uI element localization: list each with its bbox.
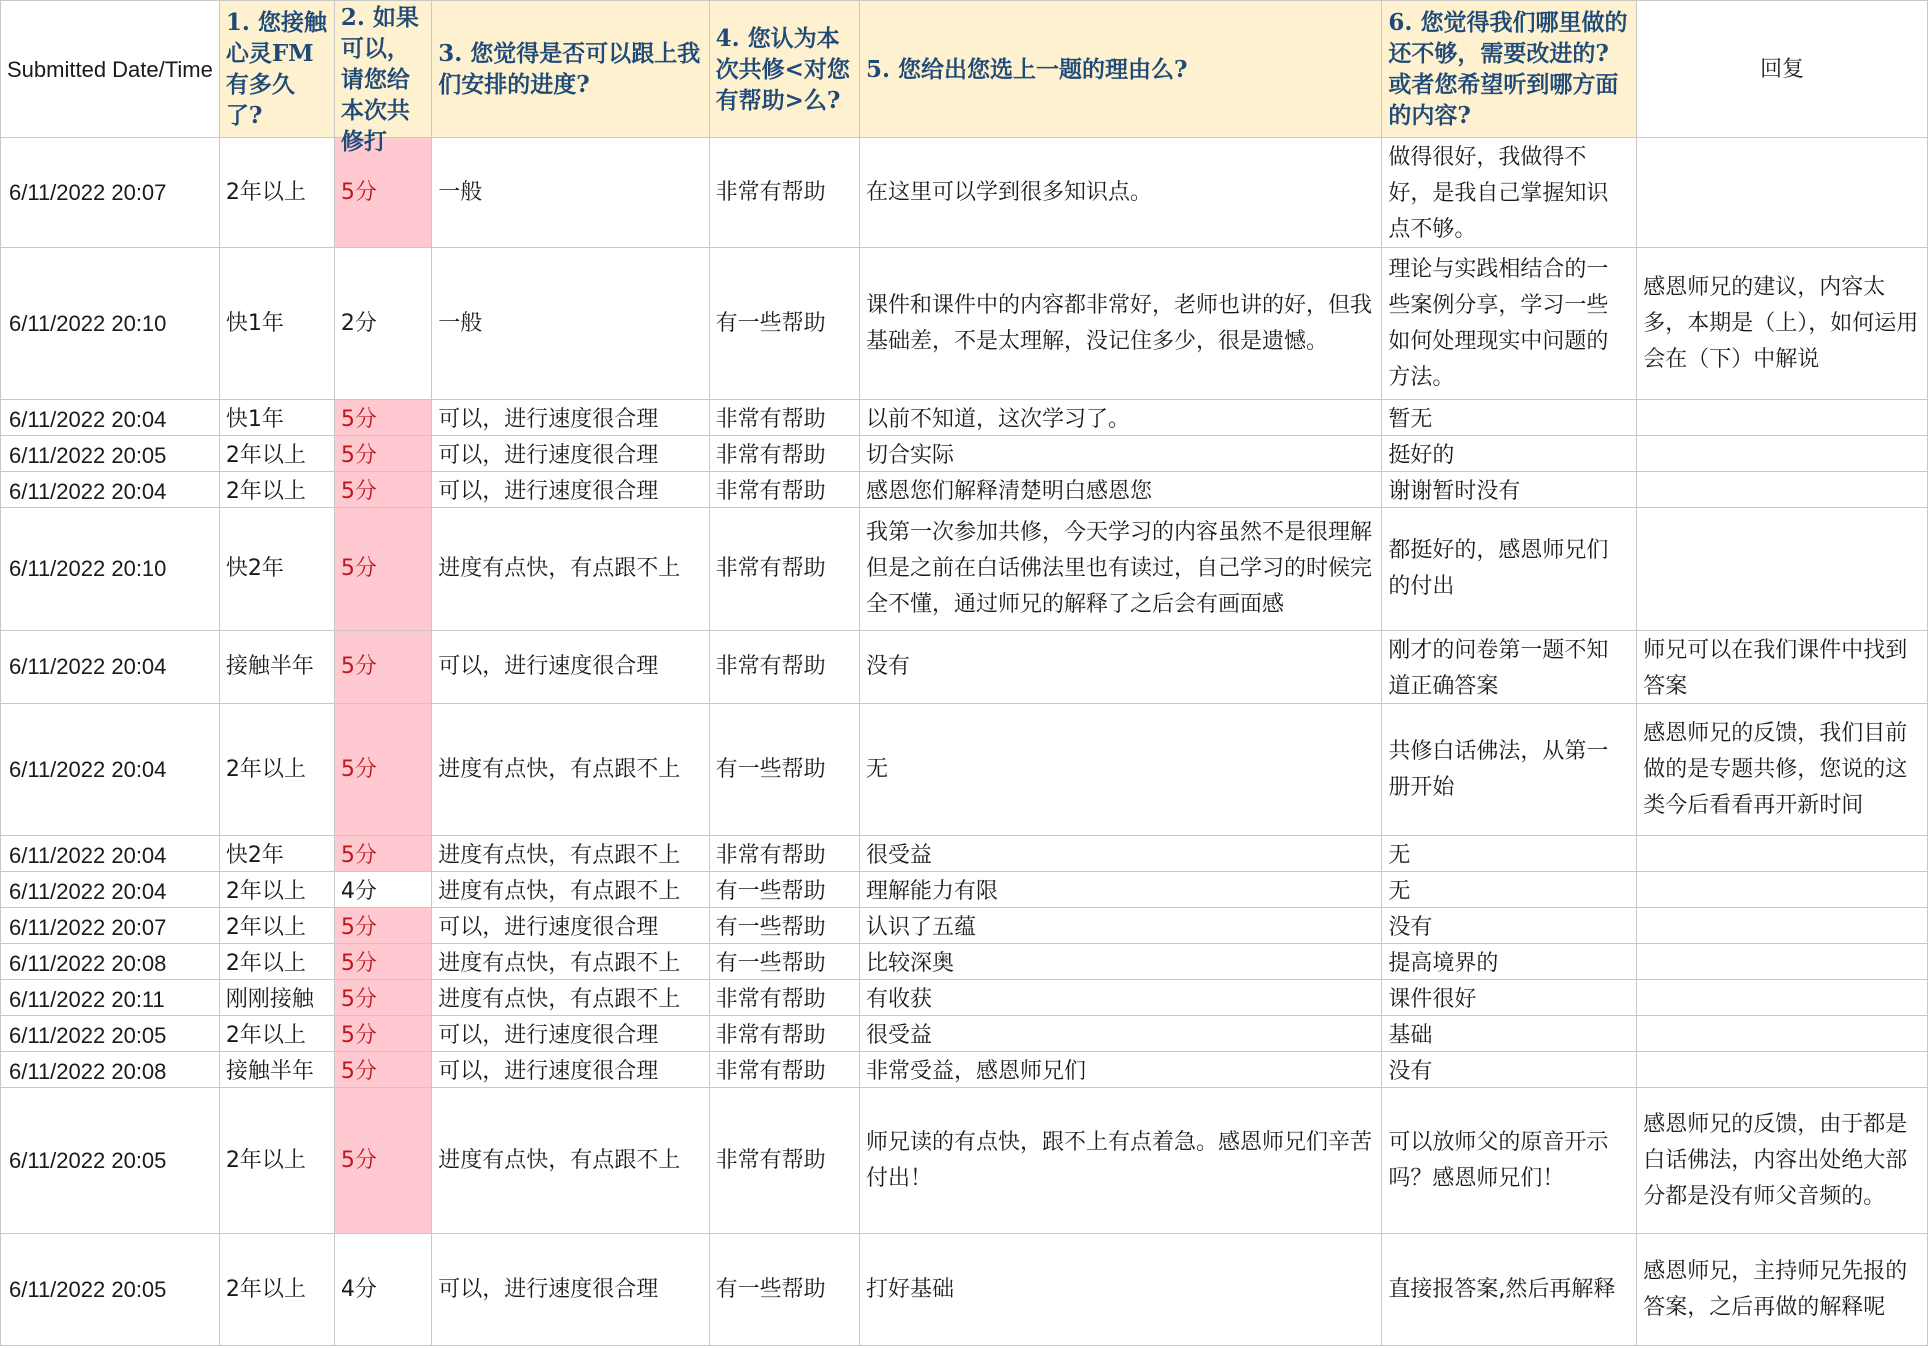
cell-improve[interactable]: 理论与实践相结合的一些案例分享，学习一些如何处理现实中问题的方法。	[1382, 248, 1637, 400]
cell-pace[interactable]: 进度有点快，有点跟不上	[432, 872, 709, 908]
cell-reason[interactable]: 非常受益，感恩师兄们	[859, 1052, 1381, 1088]
cell-score[interactable]: 4分	[334, 1234, 431, 1346]
cell-date[interactable]: 6/11/2022 20:10	[1, 508, 220, 631]
cell-score[interactable]: 2分	[334, 248, 431, 400]
cell-improve[interactable]: 无	[1382, 872, 1637, 908]
cell-duration[interactable]: 2年以上	[219, 1088, 334, 1234]
cell-helpful[interactable]: 非常有帮助	[709, 1016, 859, 1052]
cell-duration[interactable]: 刚刚接触	[219, 980, 334, 1016]
cell-pace[interactable]: 进度有点快，有点跟不上	[432, 1088, 709, 1234]
cell-duration[interactable]: 2年以上	[219, 436, 334, 472]
cell-reason[interactable]: 师兄读的有点快，跟不上有点着急。感恩师兄们辛苦付出！	[859, 1088, 1381, 1234]
cell-reply[interactable]	[1637, 472, 1928, 508]
cell-reason[interactable]: 认识了五蕴	[859, 908, 1381, 944]
col-header-score[interactable]: 2. 如果可以，请您给本次共修打	[334, 1, 431, 138]
cell-date[interactable]: 6/11/2022 20:04	[1, 400, 220, 436]
cell-score[interactable]: 5分	[334, 400, 431, 436]
cell-helpful[interactable]: 非常有帮助	[709, 836, 859, 872]
cell-duration[interactable]: 2年以上	[219, 1234, 334, 1346]
cell-improve[interactable]: 可以放师父的原音开示吗？感恩师兄们！	[1382, 1088, 1637, 1234]
cell-pace[interactable]: 一般	[432, 138, 709, 248]
cell-date[interactable]: 6/11/2022 20:04	[1, 836, 220, 872]
cell-reason[interactable]: 理解能力有限	[859, 872, 1381, 908]
table-row	[1, 472, 1928, 508]
cell-score[interactable]: 5分	[334, 631, 431, 704]
cell-date[interactable]: 6/11/2022 20:07	[1, 908, 220, 944]
cell-helpful[interactable]: 有一些帮助	[709, 1234, 859, 1346]
cell-improve[interactable]: 做得很好，我做得不好，是我自己掌握知识点不够。	[1382, 138, 1637, 248]
cell-reply[interactable]	[1637, 508, 1928, 631]
cell-reason[interactable]: 很受益	[859, 1016, 1381, 1052]
cell-pace[interactable]: 可以，进行速度很合理	[432, 631, 709, 704]
cell-improve[interactable]: 暂无	[1382, 400, 1637, 436]
cell-date[interactable]: 6/11/2022 20:08	[1, 1052, 220, 1088]
cell-helpful[interactable]: 有一些帮助	[709, 872, 859, 908]
cell-duration[interactable]: 接触半年	[219, 631, 334, 704]
cell-reply[interactable]: 感恩师兄的建议，内容太多，本期是（上），如何运用会在（下）中解说	[1637, 248, 1928, 400]
cell-score[interactable]: 5分	[334, 836, 431, 872]
cell-helpful[interactable]: 有一些帮助	[709, 908, 859, 944]
table-row	[1, 436, 1928, 472]
cell-pace[interactable]: 进度有点快，有点跟不上	[432, 704, 709, 836]
table-row	[1, 872, 1928, 908]
cell-pace[interactable]: 进度有点快，有点跟不上	[432, 836, 709, 872]
cell-improve[interactable]: 无	[1382, 836, 1637, 872]
cell-improve[interactable]: 刚才的问卷第一题不知道正确答案	[1382, 631, 1637, 704]
cell-reason[interactable]: 没有	[859, 631, 1381, 704]
col-header-helpful[interactable]: 4. 您认为本次共修<对您有帮助>么?	[709, 1, 859, 138]
cell-helpful[interactable]: 非常有帮助	[709, 436, 859, 472]
cell-pace[interactable]: 进度有点快，有点跟不上	[432, 508, 709, 631]
cell-date[interactable]: 6/11/2022 20:10	[1, 248, 220, 400]
col-header-improve[interactable]: 6. 您觉得我们哪里做的还不够，需要改进的? 或者您希望听到哪方面的内容?	[1382, 1, 1637, 138]
table-row	[1, 908, 1928, 944]
table-row	[1, 138, 1928, 248]
cell-date[interactable]: 6/11/2022 20:04	[1, 472, 220, 508]
cell-duration[interactable]: 2年以上	[219, 704, 334, 836]
table-row	[1, 508, 1928, 631]
col-header-reply[interactable]: 回复	[1637, 1, 1928, 138]
cell-date[interactable]: 6/11/2022 20:05	[1, 436, 220, 472]
cell-reply[interactable]	[1637, 436, 1928, 472]
cell-date[interactable]: 6/11/2022 20:04	[1, 872, 220, 908]
cell-score[interactable]: 5分	[334, 980, 431, 1016]
cell-pace[interactable]: 可以，进行速度很合理	[432, 1234, 709, 1346]
cell-duration[interactable]: 2年以上	[219, 872, 334, 908]
table-row	[1, 704, 1928, 836]
cell-reply[interactable]: 师兄可以在我们课件中找到答案	[1637, 631, 1928, 704]
cell-improve[interactable]: 直接报答案,然后再解释	[1382, 1234, 1637, 1346]
col-header-pace[interactable]: 3. 您觉得是否可以跟上我们安排的进度?	[432, 1, 709, 138]
table-row	[1, 980, 1928, 1016]
table-row	[1, 1052, 1928, 1088]
cell-pace[interactable]: 进度有点快，有点跟不上	[432, 944, 709, 980]
cell-duration[interactable]: 快1年	[219, 248, 334, 400]
cell-improve[interactable]: 挺好的	[1382, 436, 1637, 472]
cell-score[interactable]: 5分	[334, 472, 431, 508]
cell-improve[interactable]: 提高境界的	[1382, 944, 1637, 980]
cell-helpful[interactable]: 非常有帮助	[709, 1088, 859, 1234]
cell-reply[interactable]	[1637, 1052, 1928, 1088]
cell-reply[interactable]: 感恩师兄的反馈，我们目前做的是专题共修，您说的这类今后看看再开新时间	[1637, 704, 1928, 836]
cell-helpful[interactable]: 有一些帮助	[709, 704, 859, 836]
cell-helpful[interactable]: 非常有帮助	[709, 631, 859, 704]
cell-date[interactable]: 6/11/2022 20:11	[1, 980, 220, 1016]
cell-improve[interactable]: 没有	[1382, 908, 1637, 944]
table-row	[1, 1016, 1928, 1052]
cell-duration[interactable]: 2年以上	[219, 472, 334, 508]
cell-score[interactable]: 5分	[334, 508, 431, 631]
cell-score[interactable]: 5分	[334, 908, 431, 944]
cell-reason[interactable]: 感恩您们解释清楚明白感恩您	[859, 472, 1381, 508]
cell-date[interactable]: 6/11/2022 20:05	[1, 1234, 220, 1346]
cell-reply[interactable]	[1637, 836, 1928, 872]
col-header-date[interactable]: Submitted Date/Time	[1, 1, 220, 138]
cell-improve[interactable]: 谢谢暂时没有	[1382, 472, 1637, 508]
table-row	[1, 1234, 1928, 1346]
cell-date[interactable]: 6/11/2022 20:04	[1, 704, 220, 836]
cell-helpful[interactable]: 有一些帮助	[709, 944, 859, 980]
cell-helpful[interactable]: 非常有帮助	[709, 472, 859, 508]
cell-helpful[interactable]: 非常有帮助	[709, 1052, 859, 1088]
cell-pace[interactable]: 可以，进行速度很合理	[432, 472, 709, 508]
cell-pace[interactable]: 可以，进行速度很合理	[432, 908, 709, 944]
cell-reason[interactable]: 课件和课件中的内容都非常好，老师也讲的好，但我基础差，不是太理解，没记住多少，很是遗憾。	[859, 248, 1381, 400]
table-row	[1, 631, 1928, 704]
cell-score[interactable]: 4分	[334, 872, 431, 908]
cell-reason[interactable]: 我第一次参加共修，今天学习的内容虽然不是很理解但是之前在白话佛法里也有读过，自己学习的时候完全不懂，通过师兄的解释了之后会有画面感	[859, 508, 1381, 631]
table-row	[1, 944, 1928, 980]
cell-duration[interactable]: 2年以上	[219, 1016, 334, 1052]
cell-reason[interactable]: 无	[859, 704, 1381, 836]
cell-reply[interactable]	[1637, 400, 1928, 436]
cell-reason[interactable]: 以前不知道，这次学习了。	[859, 400, 1381, 436]
cell-helpful[interactable]: 非常有帮助	[709, 980, 859, 1016]
header-row	[1, 1, 1928, 138]
cell-reason[interactable]: 很受益	[859, 836, 1381, 872]
cell-reason[interactable]: 在这里可以学到很多知识点。	[859, 138, 1381, 248]
cell-reply[interactable]	[1637, 980, 1928, 1016]
cell-date[interactable]: 6/11/2022 20:08	[1, 944, 220, 980]
cell-duration[interactable]: 接触半年	[219, 1052, 334, 1088]
cell-score[interactable]: 5分	[334, 138, 431, 248]
col-header-duration[interactable]: 1. 您接触心灵FM有多久了?	[219, 1, 334, 138]
cell-pace[interactable]: 可以，进行速度很合理	[432, 1016, 709, 1052]
cell-reply[interactable]	[1637, 908, 1928, 944]
cell-score[interactable]: 5分	[334, 436, 431, 472]
cell-improve[interactable]: 共修白话佛法，从第一册开始	[1382, 704, 1637, 836]
cell-reason[interactable]: 有收获	[859, 980, 1381, 1016]
col-header-reason[interactable]: 5. 您给出您选上一题的理由么?	[859, 1, 1381, 138]
cell-reply[interactable]	[1637, 872, 1928, 908]
cell-duration[interactable]: 2年以上	[219, 944, 334, 980]
cell-reply[interactable]	[1637, 1016, 1928, 1052]
cell-duration[interactable]: 快1年	[219, 400, 334, 436]
cell-duration[interactable]: 2年以上	[219, 908, 334, 944]
cell-reply[interactable]	[1637, 944, 1928, 980]
cell-pace[interactable]: 可以，进行速度很合理	[432, 1052, 709, 1088]
cell-score[interactable]: 5分	[334, 944, 431, 980]
cell-pace[interactable]: 可以，进行速度很合理	[432, 436, 709, 472]
table-row	[1, 400, 1928, 436]
cell-score[interactable]: 5分	[334, 1052, 431, 1088]
cell-duration[interactable]: 快2年	[219, 836, 334, 872]
table-row	[1, 836, 1928, 872]
cell-helpful[interactable]: 非常有帮助	[709, 400, 859, 436]
table-row	[1, 248, 1928, 400]
cell-reply[interactable]	[1637, 138, 1928, 248]
cell-reply[interactable]: 感恩师兄的反馈，由于都是白话佛法，内容出处绝大部分都是没有师父音频的。	[1637, 1088, 1928, 1234]
cell-improve[interactable]: 都挺好的，感恩师兄们的付出	[1382, 508, 1637, 631]
cell-helpful[interactable]: 有一些帮助	[709, 248, 859, 400]
cell-date[interactable]: 6/11/2022 20:05	[1, 1016, 220, 1052]
cell-improve[interactable]: 基础	[1382, 1016, 1637, 1052]
cell-improve[interactable]: 课件很好	[1382, 980, 1637, 1016]
cell-score[interactable]: 5分	[334, 704, 431, 836]
cell-pace[interactable]: 进度有点快，有点跟不上	[432, 980, 709, 1016]
cell-duration[interactable]: 2年以上	[219, 138, 334, 248]
cell-reason[interactable]: 打好基础	[859, 1234, 1381, 1346]
cell-reason[interactable]: 切合实际	[859, 436, 1381, 472]
cell-date[interactable]: 6/11/2022 20:05	[1, 1088, 220, 1234]
cell-pace[interactable]: 可以，进行速度很合理	[432, 400, 709, 436]
cell-improve[interactable]: 没有	[1382, 1052, 1637, 1088]
cell-date[interactable]: 6/11/2022 20:07	[1, 138, 220, 248]
cell-duration[interactable]: 快2年	[219, 508, 334, 631]
cell-reply[interactable]: 感恩师兄，主持师兄先报的答案，之后再做的解释呢	[1637, 1234, 1928, 1346]
cell-reason[interactable]: 比较深奥	[859, 944, 1381, 980]
cell-score[interactable]: 5分	[334, 1088, 431, 1234]
cell-helpful[interactable]: 非常有帮助	[709, 138, 859, 248]
cell-pace[interactable]: 一般	[432, 248, 709, 400]
cell-score[interactable]: 5分	[334, 1016, 431, 1052]
cell-date[interactable]: 6/11/2022 20:04	[1, 631, 220, 704]
table-row	[1, 1088, 1928, 1234]
cell-helpful[interactable]: 非常有帮助	[709, 508, 859, 631]
